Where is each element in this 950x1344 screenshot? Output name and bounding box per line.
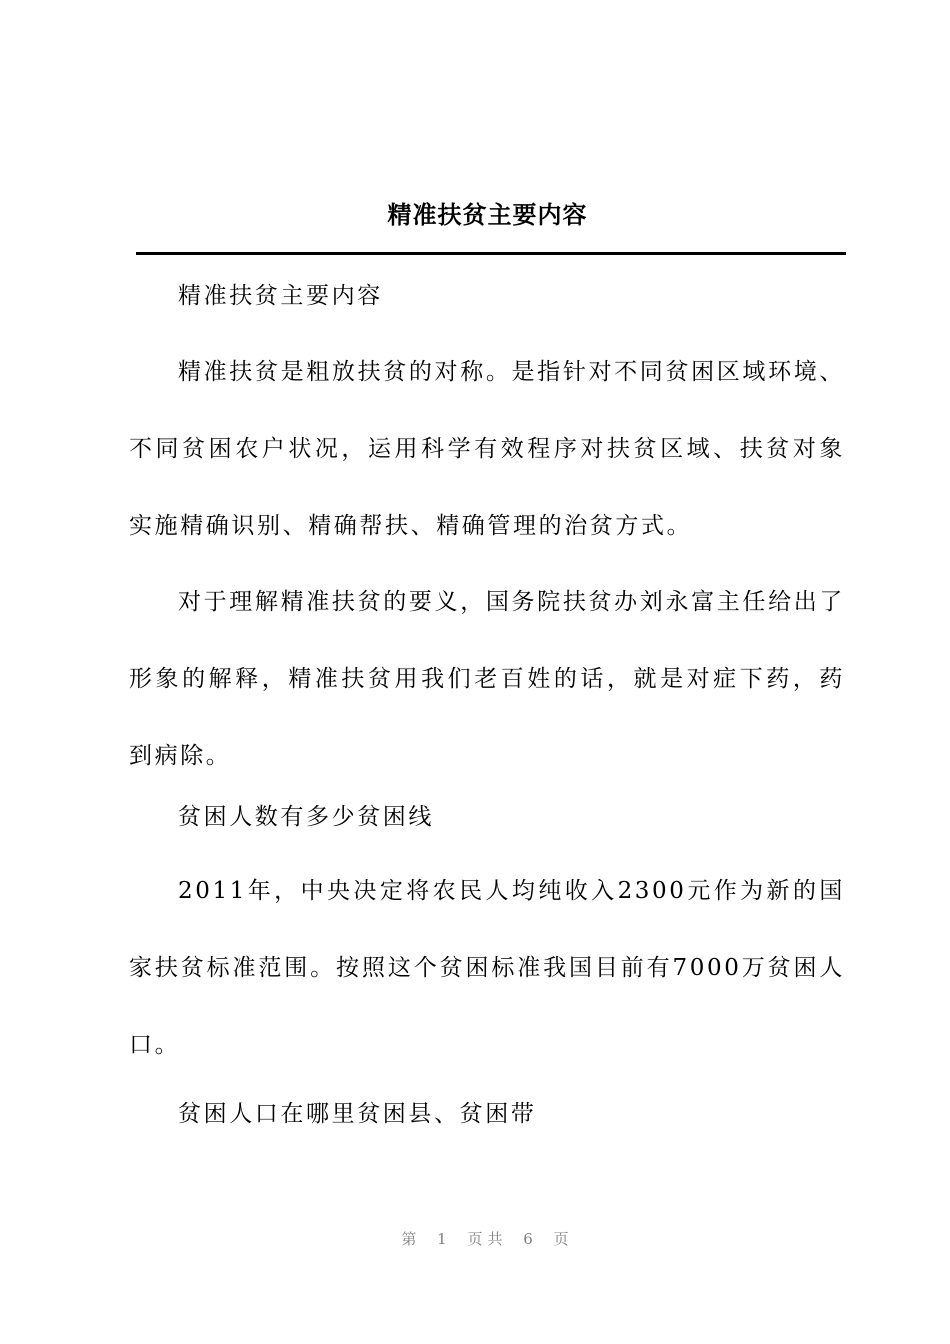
paragraph-poverty-standard: 2011年，中央决定将农民人均纯收入2300元作为新的国家扶贫标准范围。按照这个贫困标准我国目前有7000万贫困人口。 (129, 878, 845, 1058)
page-footer (0, 1228, 950, 1249)
title-divider (136, 252, 846, 255)
paragraph-explanation: 对于理解精准扶贫的要义，国务院扶贫办刘永富主任给出了形象的解释，精准扶贫用我们老百姓的话，就是对症下药，药到病除。 (129, 589, 845, 769)
paragraph-heading-main: 精准扶贫主要内容 (178, 283, 383, 309)
footer-suffix: 页 (553, 1230, 574, 1248)
paragraph-definition: 精准扶贫是粗放扶贫的对称。是指针对不同贫困区域环境、不同贫困农户状况，运用科学有效程序对扶贫区域、扶贫对象实施精确识别、精确帮扶、精确管理的治贫方式。 (129, 359, 845, 539)
footer-page-number: 1 (437, 1230, 452, 1248)
paragraph-heading-poverty-line: 贫困人数有多少贫困线 (178, 804, 434, 830)
paragraph-heading-poverty-location: 贫困人口在哪里贫困县、贫困带 (178, 1101, 537, 1127)
footer-prefix: 第 (401, 1230, 422, 1248)
footer-middle: 页共 (467, 1230, 508, 1248)
footer-page-total: 6 (523, 1230, 538, 1248)
document-title: 精准扶贫主要内容 (387, 200, 588, 229)
